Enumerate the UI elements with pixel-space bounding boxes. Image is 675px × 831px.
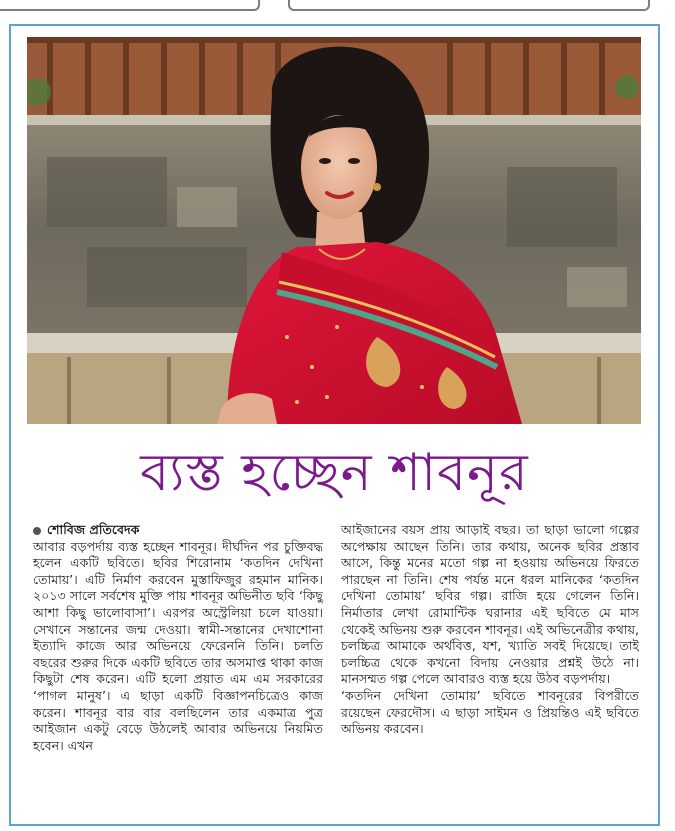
article-headline: ব্যস্ত হচ্ছেন শাবনূর [140, 443, 529, 503]
article-column-left [33, 522, 323, 754]
article-column-right [341, 522, 639, 738]
article-frame [9, 24, 660, 826]
column-right-paragraph-2: ‘কতদিন দেখিনা তোমায়’ ছবিতে শাবনূরের বিপরীতে রয়েছেন ফেরদৌস। এ ছাড়া সাইমন ও প্রিয়ন্তিও এই ছবিতে অভিনয় করবেন। [341, 687, 639, 737]
article-photo [27, 37, 641, 424]
bullet-icon [33, 527, 41, 535]
byline-text: শোবিজ প্রতিবেদক [47, 522, 140, 537]
top-strip [0, 0, 675, 14]
byline [33, 522, 323, 539]
top-tab-right [288, 0, 650, 11]
column-left-text: আবার বড়পর্দায় ব্যস্ত হচ্ছেন শাবনূর। দীর্ঘদিন পর চুক্তিবদ্ধ হলেন একটি ছবিতে। ছবির শিরোনাম ‘কতদিন দেখিনা তোমায়’। এটি নির্মাণ করবেন মুস্তাফিজুর রহমান মানিক। ২০১৩ সালে সর্বশেষ মুক্তি পায় শাবনূর অভিনীত ছবি ‘কিছু আশা কিছু ভালোবাসা’। এরপর অস্ট্রেলিয়া চলে যাওয়া। সেখানে সন্তানের জন্ম দেওয়া। স্বামী-সন্তানের দেখাশোনা ইত্যাদি কাজে আর অভিনয়ে ফেরেননি তিনি। চলতি বছরের শুরুর দিকে একটি ছবিতে তার অসমাপ্ত থাকা কাজ কিছুটা শেষ করেন। এটি হলো প্রয়াত এম এম সরকারের ‘পাগল মানুষ’। এ ছাড়া একটি বিজ্ঞাপনচিত্রেও কাজ করেন। শাবনূর বার বার বলছিলেন তার একমাত্র পুত্র আইজান একটু বেড়ে উঠলেই আবার অভিনয়ে নিয়মিত হবেন। এখন [33, 538, 323, 753]
top-tab-left [0, 0, 260, 11]
column-right-paragraph-1: আইজানের বয়স প্রায় আড়াই বছর। তা ছাড়া ভালো গল্পের অপেক্ষায় আছেন তিনি। তার কথায়, অনেক ছবির প্রস্তাব আসে, কিন্তু মনের মতো গল্প না হওয়ায় অভিনয়ে ফিরতে পারছেন না তিনি। শেষ পর্যন্ত মনে ধরল মানিকের ‘কতদিন দেখিনা তোমায়’ ছবির গল্প। রাজি হয়ে গেলেন তিনি। নির্মাতার লেখা রোমান্টিক ঘরানার এই ছবিতে মে মাস থেকেই অভিনয় শুরু করবেন শাবনূর। এই অভিনেত্রীর কথায়, চলচ্চিত্র আমাকে অর্থবিত্ত, যশ, খ্যাতি সবই দিয়েছে। তাই চলচ্চিত্র থেকে কখনো বিদায় নেওয়ার প্রশ্নই উঠে না। মানসম্মত গল্প পেলে আবারও ব্যস্ত হয়ে উঠব বড়পর্দায়। [341, 522, 639, 687]
